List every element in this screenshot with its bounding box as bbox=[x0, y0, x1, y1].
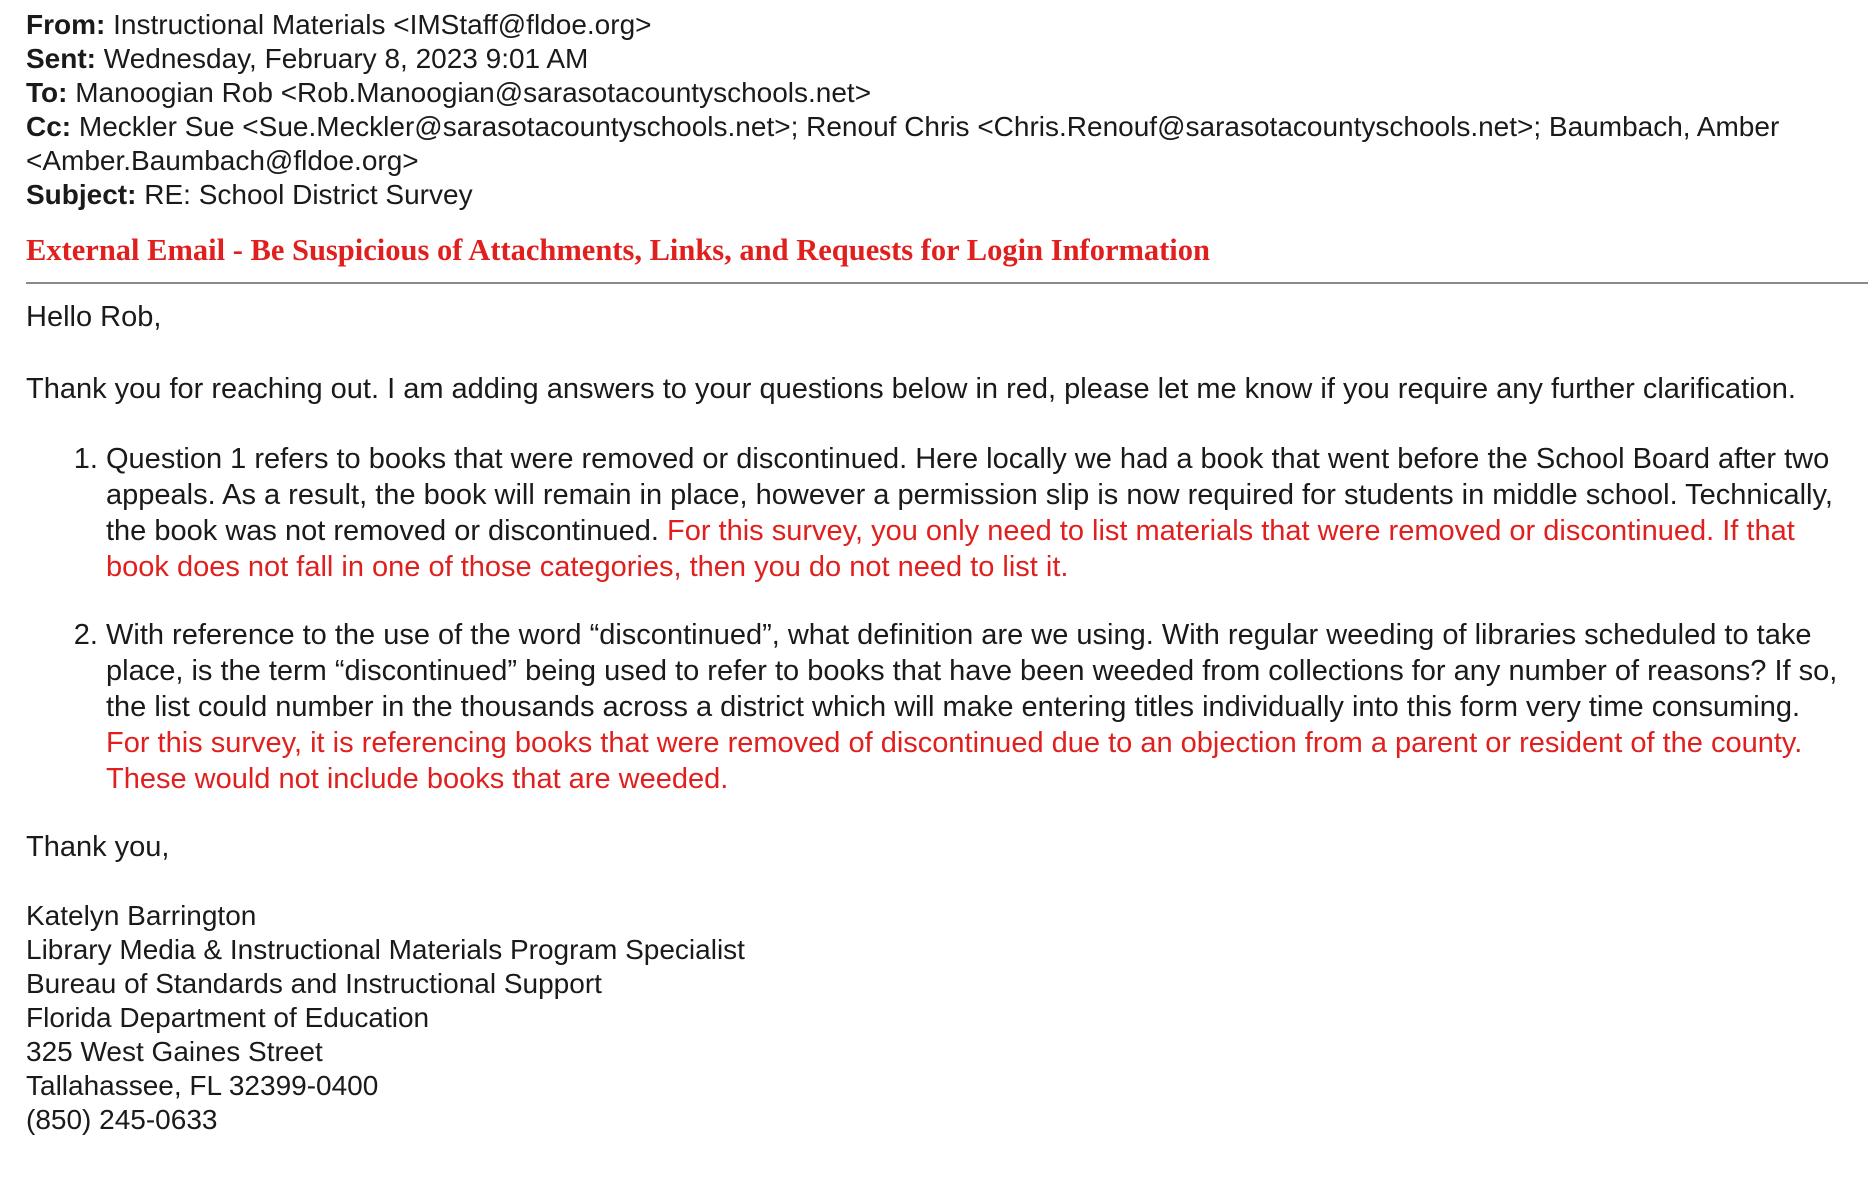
greeting: Hello Rob, bbox=[26, 301, 162, 333]
subject-line bbox=[26, 178, 1842, 212]
signature-street: 325 West Gaines Street bbox=[26, 1036, 323, 1067]
cc-label: Cc: bbox=[26, 111, 72, 142]
cc-line bbox=[26, 110, 1842, 178]
signature-title: Library Media & Instructional Materials Program Specialist bbox=[26, 934, 745, 965]
signature-block bbox=[26, 899, 1842, 1137]
sent-label: Sent: bbox=[26, 43, 96, 74]
answer-text: For this survey, it is referencing books that were removed of discontinued due to an objection from a parent or resident of the county. These would not include books that are weeded. bbox=[106, 727, 1803, 795]
sent-line bbox=[26, 42, 1842, 76]
divider bbox=[26, 282, 1868, 284]
to-line bbox=[26, 76, 1842, 110]
email-body bbox=[26, 299, 1842, 865]
list-item bbox=[106, 617, 1842, 797]
to-value: Manoogian Rob <Rob.Manoogian@sarasotacountyschools.net> bbox=[75, 77, 872, 108]
signature-department: Florida Department of Education bbox=[26, 1002, 430, 1033]
from-value: Instructional Materials <IMStaff@fldoe.org> bbox=[113, 9, 652, 40]
signature-name: Katelyn Barrington bbox=[26, 900, 257, 931]
email-header bbox=[26, 0, 1842, 212]
signature-bureau: Bureau of Standards and Instructional Support bbox=[26, 968, 602, 999]
questions-list bbox=[26, 441, 1842, 797]
from-label: From: bbox=[26, 9, 106, 40]
external-email-warning: External Email - Be Suspicious of Attachments, Links, and Requests for Login Information bbox=[26, 233, 1210, 267]
from-line bbox=[26, 8, 1842, 42]
question-text: With reference to the use of the word “discontinued”, what definition are we using. With regular weeding of libraries scheduled to take place, is the term “discontinued” being used to refer to books that have been weeded from collections for any number of reasons? If so, the list could number in the thousands across a district which will make entering titles individually into this form very time consuming. bbox=[106, 619, 1838, 723]
subject-label: Subject: bbox=[26, 179, 137, 210]
to-label: To: bbox=[26, 77, 68, 108]
list-item bbox=[106, 441, 1842, 585]
cc-value: Meckler Sue <Sue.Meckler@sarasotacountyschools.net>; Renouf Chris <Chris.Renouf@sarasotacountyschools.net>; Baumbach, Amber <Amber.Baumbach@fldoe.org> bbox=[26, 111, 1780, 176]
signature-phone: (850) 245-0633 bbox=[26, 1104, 218, 1135]
intro-paragraph: Thank you for reaching out. I am adding answers to your questions below in red, please let me know if you require any further clarification. bbox=[26, 373, 1796, 405]
answer-text: For this survey, you only need to list materials that were removed or discontinued. If that book does not fall in one of those categories, then you do not need to list it. bbox=[106, 515, 1795, 583]
closing: Thank you, bbox=[26, 831, 170, 863]
signature-city: Tallahassee, FL 32399-0400 bbox=[26, 1070, 379, 1101]
sent-value: Wednesday, February 8, 2023 9:01 AM bbox=[103, 43, 589, 74]
subject-value: RE: School District Survey bbox=[144, 179, 473, 210]
question-text: Question 1 refers to books that were removed or discontinued. Here locally we had a book that went before the School Board after two appeals. As a result, the book will remain in place, however a permission slip is now required for students in middle school. Technically, the book was not removed or discontinued. bbox=[106, 443, 1833, 547]
